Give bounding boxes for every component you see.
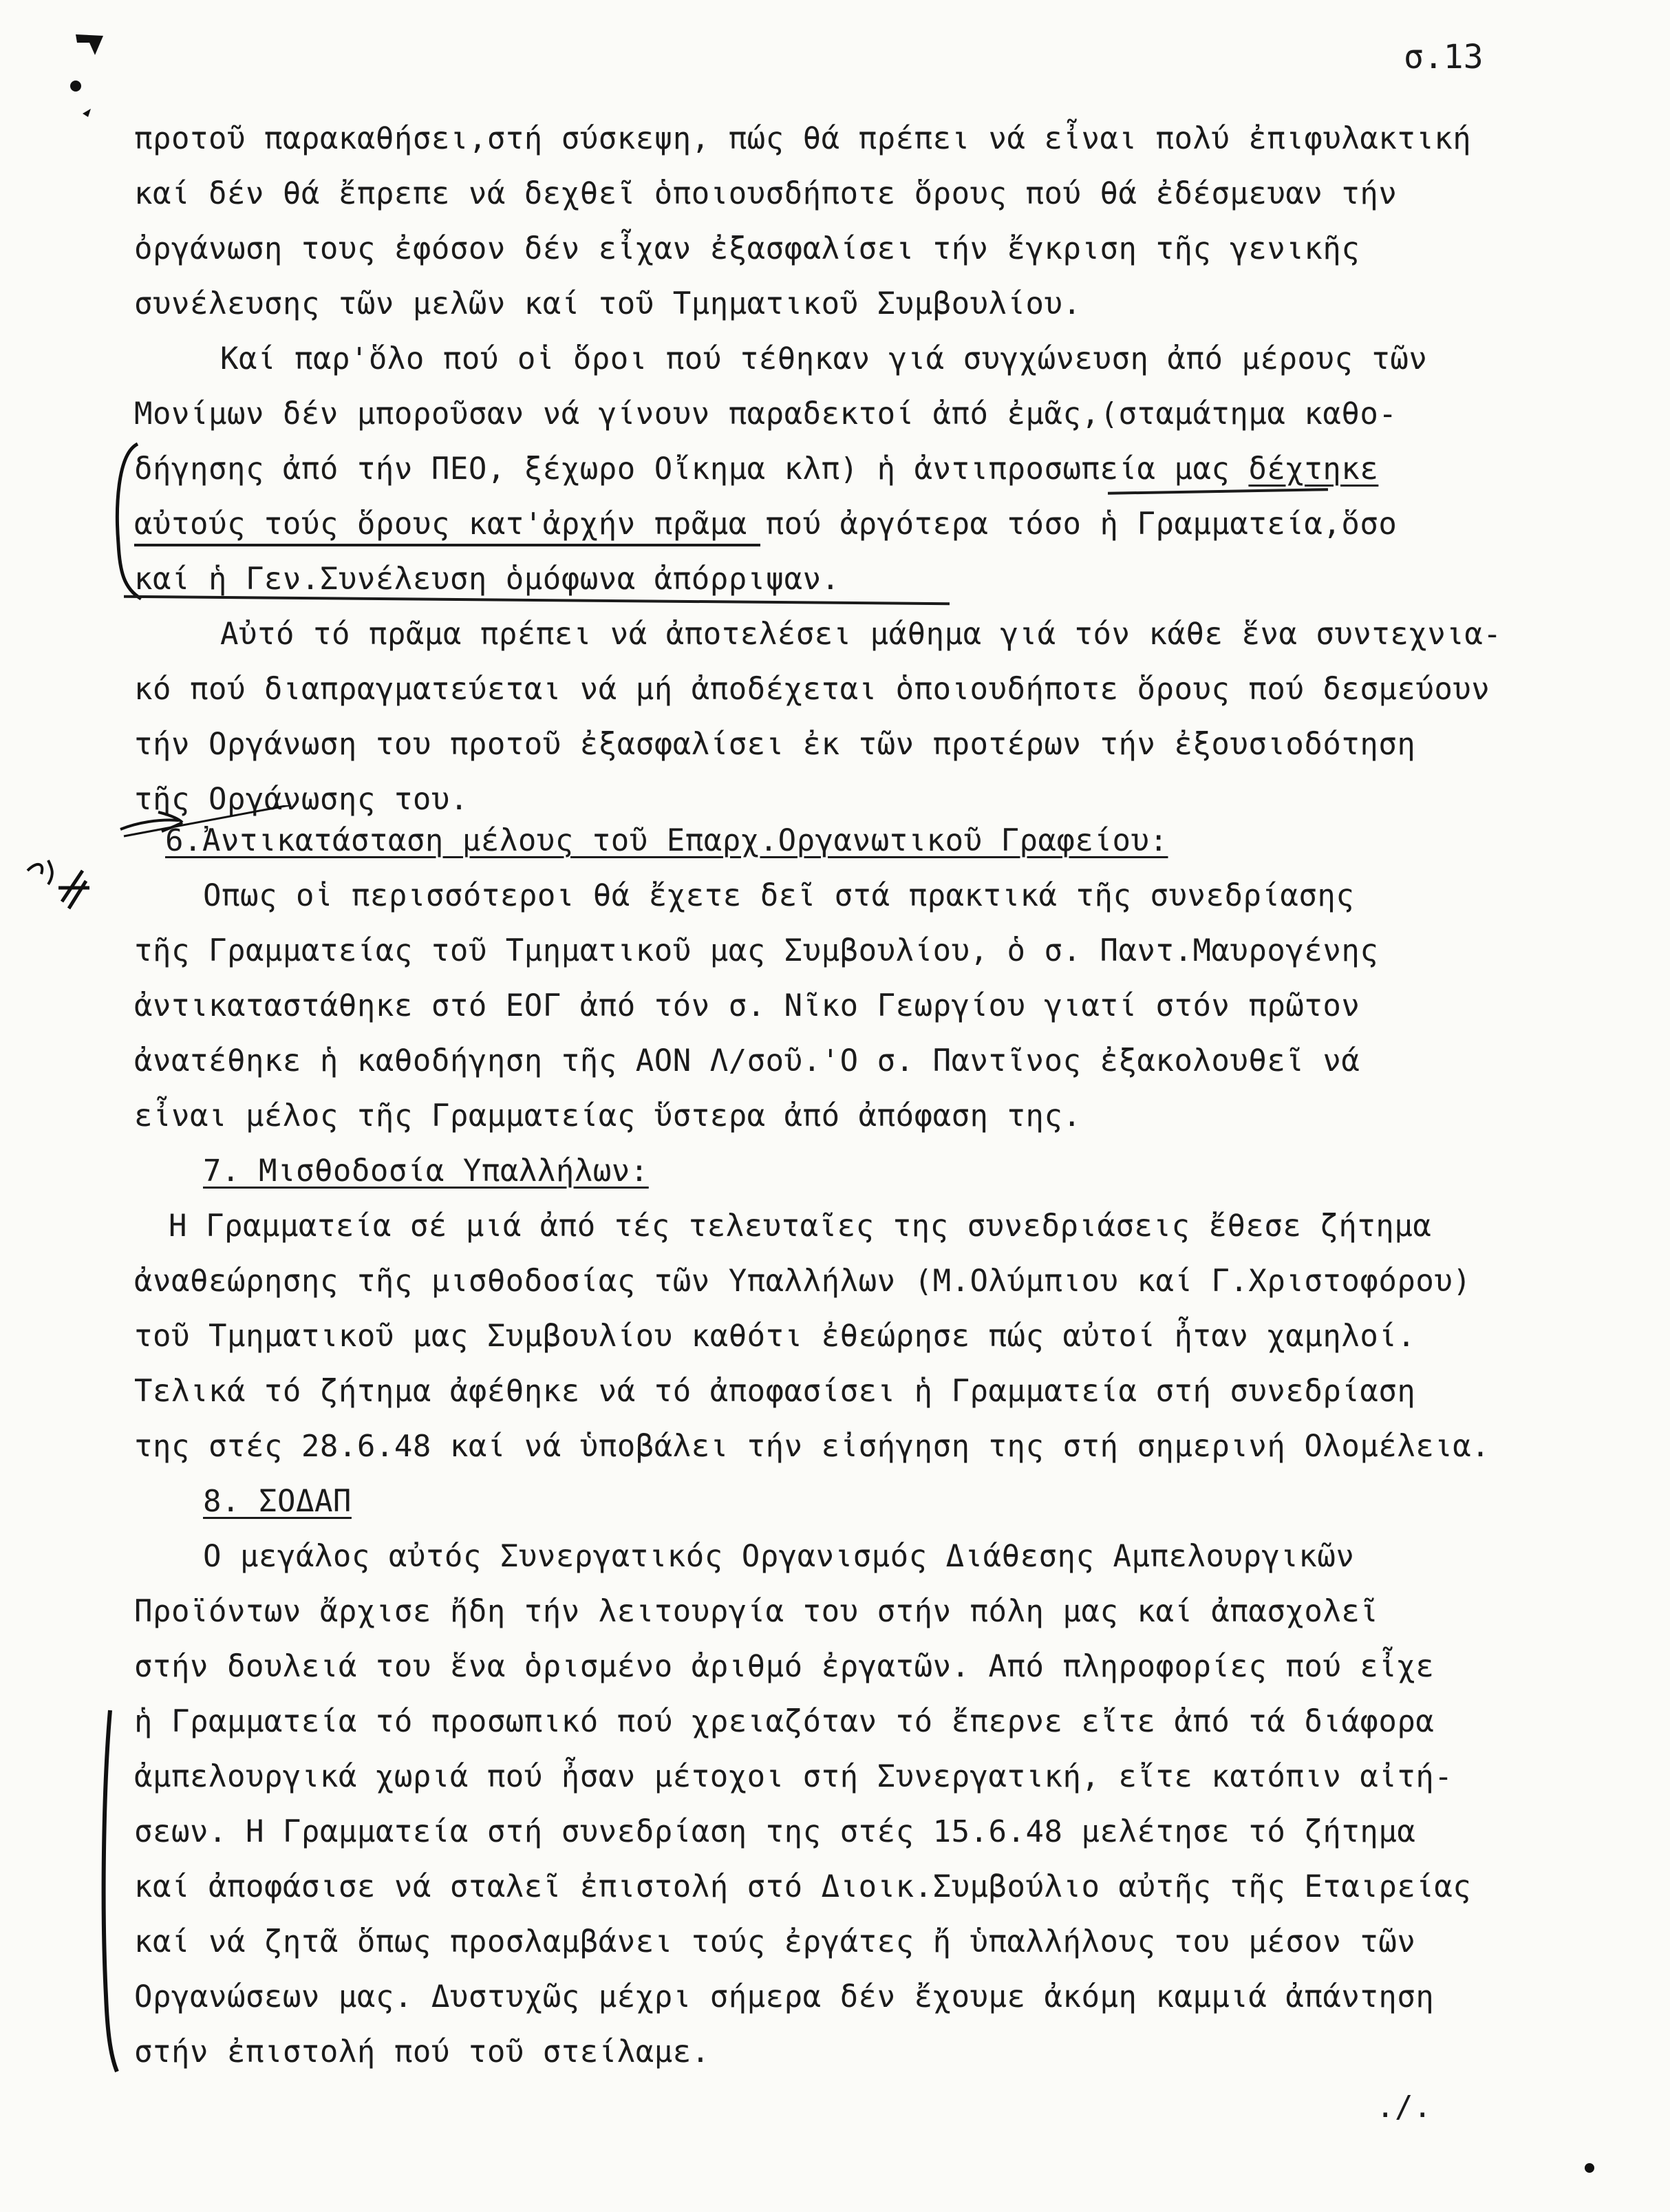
section-heading: 8. ΣΟΔΑΠ: [203, 1484, 352, 1519]
text-line: Καί παρ'ὅλο πού οἱ ὅροι πού τέθηκαν γιά συγχώνευση ἀπό μέρους τῶν: [220, 341, 1428, 376]
text-line: Οργανώσεων μας. Δυστυχῶς μέχρι σήμερα δέν ἔχουμε ἀκόμη καμμιά ἀπάντηση: [134, 1979, 1435, 2014]
text-line: [134, 449, 1378, 490]
text-line: Αὐτό τό πρᾶμα πρέπει νά ἀποτελέσει μάθημα γιά τόν κάθε ἕνα συντεχνια-: [220, 617, 1502, 652]
text-line: ἀντικαταστάθηκε στό ΕΟΓ ἀπό τόν σ. Νῖκο Γεωργίου γιατί στόν πρῶτον: [134, 988, 1360, 1023]
text-line: της στές 28.6.48 καί νά ὑποβάλει τήν εἰσήγηση της στή σημερινή Ολομέλεια.: [134, 1429, 1490, 1464]
text-line: τήν Οργάνωση του προτοῦ ἐξασφαλίσει ἐκ τῶν προτέρων τήν ἐξουσιοδότηση: [134, 727, 1416, 762]
text-line: ὀργάνωση τους ἐφόσον δέν εἶχαν ἐξασφαλίσει τήν ἔγκριση τῆς γενικῆς: [134, 231, 1360, 266]
text-line: Ο μεγάλος αὐτός Συνεργατικός Οργανισμός Διάθεσης Αμπελουργικῶν: [203, 1539, 1355, 1574]
text-line: στήν ἐπιστολή πού τοῦ στείλαμε.: [134, 2034, 710, 2070]
section-heading: 6.Ἀντικατάσταση μέλους τοῦ Επαρχ.Οργανωτικοῦ Γραφείου:: [165, 823, 1168, 858]
continuation-mark: ./.: [1376, 2089, 1432, 2125]
text-line: κό πού διαπραγματεύεται νά μή ἀποδέχεται ὁποιουδήποτε ὅρους πού δεσμεύουν: [134, 672, 1490, 707]
underlined-text: δέχτηκε: [1248, 451, 1379, 487]
text-line: Οπως οἱ περισσότεροι θά ἔχετε δεῖ στά πρακτικά τῆς συνεδρίασης: [203, 878, 1355, 913]
text-line: αὐτούς τούς ὅρους κατ'ἀρχήν πρᾶμα πού ἀργότερα τόσο ἡ Γραμματεία,ὅσο: [134, 507, 1398, 542]
text-line: ἀναθεώρησης τῆς μισθοδοσίας τῶν Υπαλλήλων (Μ.Ολύμπιου καί Γ.Χριστοφόρου): [134, 1264, 1472, 1299]
text-line: προτοῦ παρακαθήσει,στή σύσκεψη, πώς θά πρέπει νά εἶναι πολύ ἐπιφυλακτική: [134, 121, 1472, 156]
ink-blot-mark: [62, 21, 124, 117]
text-fragment: δήγησης ἀπό τήν ΠΕΟ, ξέχωρο Οἴκημα κλπ) ἡ ἀντιπροσωπεία μας: [134, 451, 1249, 487]
speck-mark: [1583, 2161, 1596, 2175]
text-line: στήν δουλειά του ἕνα ὁρισμένο ἀριθμό ἐργατῶν. Από πληροφορίες πού εἶχε: [134, 1649, 1435, 1684]
page-number: σ.13: [1404, 38, 1484, 76]
text-line: σεων. Η Γραμματεία στή συνεδρίαση της στές 15.6.48 μελέτησε τό ζήτημα: [134, 1814, 1416, 1849]
text-line: Μονίμων δέν μποροῦσαν νά γίνουν παραδεκτοί ἀπό ἐμᾶς,(σταμάτημα καθο-: [134, 396, 1398, 432]
text-line: ἀνατέθηκε ἡ καθοδήγηση τῆς ΑΟΝ Λ/σοῦ.'Ο σ. Παντῖνος ἐξακολουθεῖ νά: [134, 1043, 1360, 1078]
text-line: Τελικά τό ζήτημα ἀφέθηκε νά τό ἀποφασίσει ἡ Γραμματεία στή συνεδρίαση: [134, 1374, 1416, 1409]
text-line: τοῦ Τμηματικοῦ μας Συμβουλίου καθότι ἐθεώρησε πώς αὐτοί ἦταν χαμηλοί.: [134, 1319, 1416, 1354]
text-line: Προϊόντων ἄρχισε ἤδη τήν λειτουργία του στήν πόλη μας καί ἀπασχολεῖ: [134, 1594, 1379, 1629]
text-line: ἀμπελουργικά χωριά πού ἦσαν μέτοχοι στή Συνεργατική, εἴτε κατόπιν αἰτή-: [134, 1759, 1453, 1794]
text-line: εἶναι μέλος τῆς Γραμματείας ὕστερα ἀπό ἀπόφαση της.: [134, 1098, 1082, 1134]
text-line: ἡ Γραμματεία τό προσωπικό πού χρειαζόταν τό ἔπερνε εἴτε ἀπό τά διάφορα: [134, 1704, 1435, 1739]
text-line: καί ἀποφάσισε νά σταλεῖ ἐπιστολή στό Διοικ.Συμβούλιο αὐτῆς τῆς Εταιρείας: [134, 1869, 1472, 1904]
text-line: Η Γραμματεία σέ μιά ἀπό τές τελευταῖες της συνεδριάσεις ἔθεσε ζήτημα: [169, 1209, 1432, 1244]
margin-line-mark: [96, 1707, 131, 2078]
margin-bracket-mark: [110, 440, 151, 606]
text-line: τῆς Γραμματείας τοῦ Τμηματικοῦ μας Συμβουλίου, ὁ σ. Παντ.Μαυρογένης: [134, 933, 1379, 968]
text-line: καί δέν θά ἔπρεπε νά δεχθεῖ ὁποιουσδήποτε ὅρους πού θά ἐδέσμευαν τήν: [134, 176, 1398, 211]
text-line: συνέλευσης τῶν μελῶν καί τοῦ Τμηματικοῦ Συμβουλίου.: [134, 286, 1082, 321]
text-line: καί νά ζητᾶ ὅπως προσλαμβάνει τούς ἐργάτες ἤ ὑπαλλήλους του μέσον τῶν: [134, 1924, 1416, 1959]
text-line: καί ἡ Γεν.Συνέλευση ὁμόφωνα ἀπόρριψαν.: [134, 562, 840, 597]
underline-stroke: [134, 544, 760, 546]
section-heading: 7. Μισθοδοσία Υπαλλήλων:: [203, 1153, 649, 1189]
text-line: τῆς Οργάνωσης του.: [134, 782, 469, 817]
